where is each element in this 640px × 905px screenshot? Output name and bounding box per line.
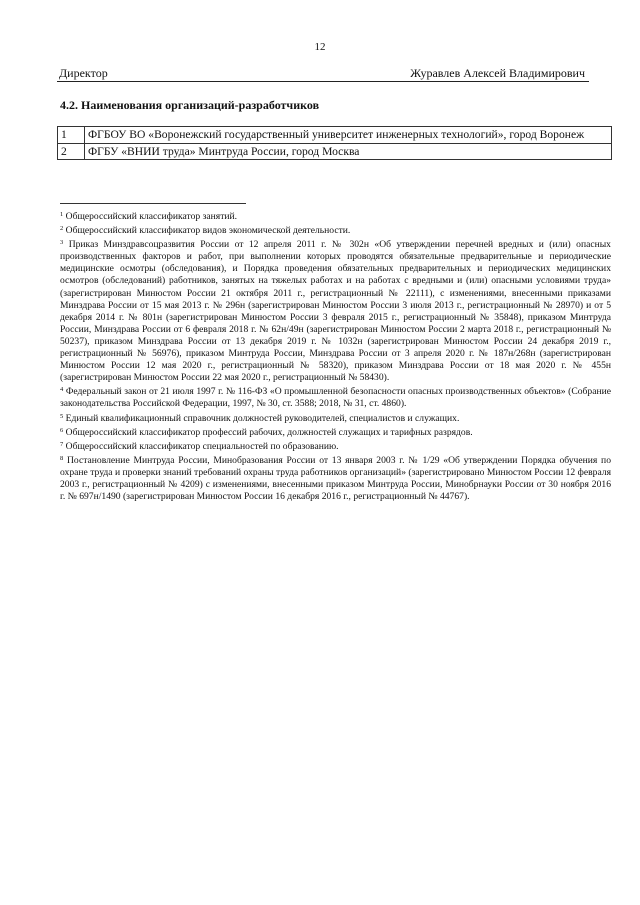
footnote xyxy=(60,209,611,223)
table-row xyxy=(58,143,612,160)
section-heading: 4.2. Наименования организаций-разработчиков xyxy=(60,98,320,112)
footnote xyxy=(60,223,611,237)
signature-name: Журавлев Алексей Владимирович xyxy=(410,66,585,80)
signature-underline xyxy=(57,81,589,82)
footnote-text: Постановление Минтруда России, Минобразования России от 13 января 2003 г. № 1/29 «Об утверждении Порядка обучения по охране труда и проверки знаний требований охраны труда работников организаций» (зарегистрировано Минюстом России 12 февраля 2003 г., регистрационный № 4209) с изменениями, внесенными приказом Минтруда России, Минобрнауки России от 30 ноября 2016 г. № 697н/1490 (зарегистрирован Минюстом России 16 декабря 2016 г., регистрационный № 44767). xyxy=(60,454,611,503)
row-number: 1 xyxy=(58,127,85,144)
footnote-text: Общероссийский классификатор видов экономической деятельности. xyxy=(65,225,351,237)
footnote-mark: 6 xyxy=(60,426,64,434)
footnote-mark: 8 xyxy=(60,454,64,462)
footnotes xyxy=(60,209,611,503)
footnote-text: Приказ Минздравсоцразвития России от 12 апреля 2011 г. № 302н «Об утверждении перечней вредных и (или) опасных производственных факторов и работ, при выполнении которых проводятся обязательные предварительные и периодические медицинские осмотры (обследования), и Порядка проведения обязательных предварительных и периодических медицинских осмотров (обследований) работников, занятых на тяжелых работах и на работах с вредными и (или) опасными условиями труда» (зарегистрирован Минюстом России 21 октября 2011 г., регистрационный № 22111), с изменениями, внесенными приказами Минздрава России от 15 мая 2013 г. № 296н (зарегистрирован Минюстом России 3 июля 2013 г., регистрационный № 28970) и от 5 декабря 2014 г. № 801н (зарегистрирован Минюстом России 3 февраля 2015 г., регистрационный № 35848), приказом Минтруда России, Минздрава России от 6 февраля 2018 г. № 62н/49н (зарегистрирован Минюстом России 2 марта 2018 г., регистрационный № 50237), приказом Минздрава России от 13 декабря 2019 г. № 1032н (зарегистрирован Минюстом России 24 декабря 2019 г., регистрационный № 56976), приказом Минтруда России, Минздрава России от 3 апреля 2020 г. № 187н/268н (зарегистрирован Минюстом России 12 мая 2020 г., регистрационный № 58320), приказом Минздрава России от 18 мая 2020 г. № 455н (зарегистрирован Минюстом России 22 мая 2020 г., регистрационный № 58430). xyxy=(60,239,611,384)
footnote-text: Единый квалификационный справочник должностей руководителей, специалистов и служащих. xyxy=(65,412,460,424)
footnote-text: Федеральный закон от 21 июля 1997 г. № 116-ФЗ «О промышленной безопасности опасных производственных объектов» (Собрание законодательства Российской Федерации, 1997, № 30, ст. 3588; 2018, № 31, ст. 4860). xyxy=(60,386,611,410)
footnote xyxy=(60,453,611,503)
footnote-text: Общероссийский классификатор занятий. xyxy=(65,211,238,222)
organization-name: ФГБУ «ВНИИ труда» Минтруда России, город Москва xyxy=(85,143,612,160)
organization-name: ФГБОУ ВО «Воронежский государственный университет инженерных технологий», город Воронеж xyxy=(85,127,612,144)
footnote-mark: 2 xyxy=(60,225,64,233)
footnote xyxy=(60,411,611,425)
developers-table xyxy=(57,126,612,160)
footnote-text: Общероссийский классификатор специальностей по образованию. xyxy=(65,440,339,452)
footnote xyxy=(60,384,611,410)
page-number: 12 xyxy=(314,41,326,53)
signature-position: Директор xyxy=(59,66,108,80)
footnote-text: Общероссийский классификатор профессий рабочих, должностей служащих и тарифных разрядов. xyxy=(65,426,473,438)
footnote xyxy=(60,425,611,439)
row-number: 2 xyxy=(58,143,85,160)
footnote-mark: 4 xyxy=(60,386,64,394)
footnote-mark: 1 xyxy=(60,211,64,218)
footnote-separator xyxy=(60,203,246,204)
footnote xyxy=(60,237,611,384)
footnote-mark: 5 xyxy=(60,412,64,420)
footnote xyxy=(60,439,611,453)
footnote-mark: 7 xyxy=(60,440,64,448)
table-row xyxy=(58,127,612,144)
signature-row xyxy=(57,66,589,81)
footnote-mark: 3 xyxy=(60,239,64,247)
